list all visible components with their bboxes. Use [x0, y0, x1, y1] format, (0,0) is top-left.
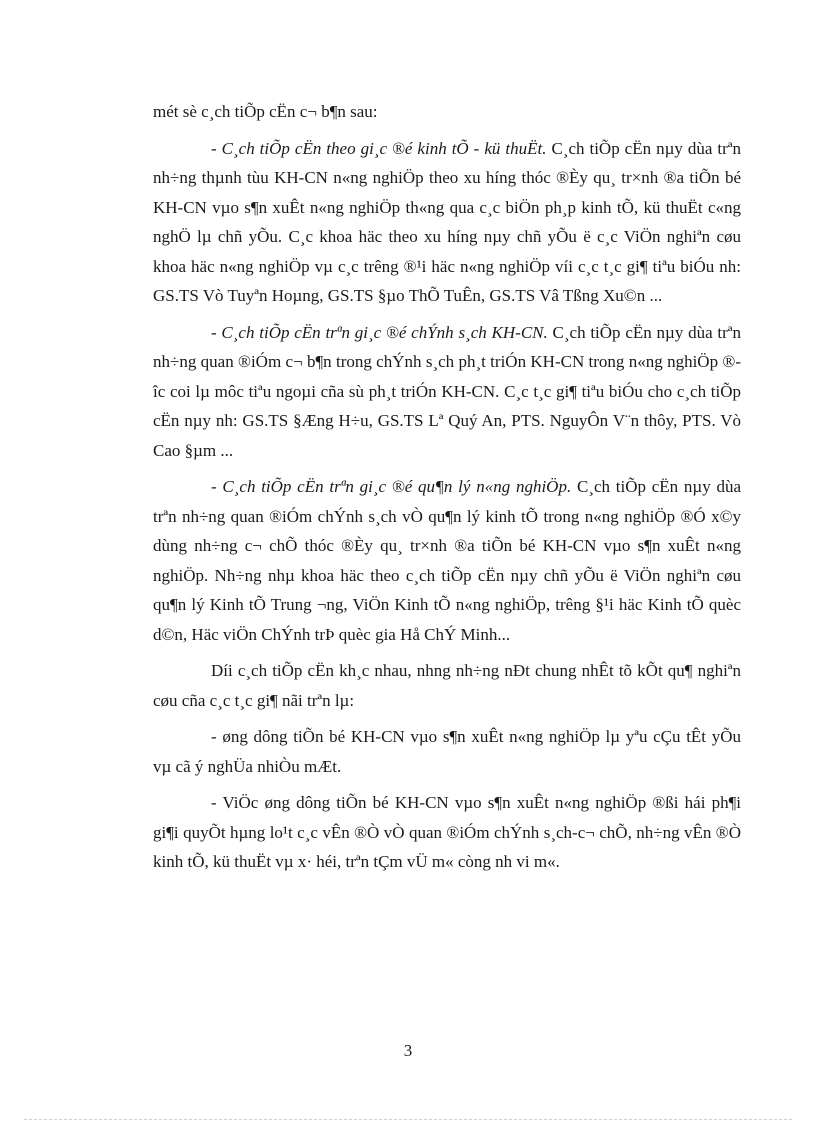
paragraph-6-text: - øng dông tiÕn bé KH-CN vµo s¶n xuÊt n«ng nghiÖp lµ yªu cÇu tÊt yÕu vµ cã ý nghÜa nhiÒu mÆt. — [153, 727, 741, 776]
page-number: 3 — [403, 1041, 413, 1060]
paragraph-7-text: - ViÖc øng dông tiÕn bé KH-CN vµo s¶n xuÊt n«ng nghiÖp ®ßi hái ph¶i gi¶i quyÕt hµng lo¹t c¸c vÊn ®Ò vÒ quan ®iÓm chÝnh s¸ch-c¬ chÕ, nh÷ng vÊn ®Ò kinh tÕ, kü thuËt vµ x· héi, trªn tÇm vÜ m« còng nh vi m«. — [153, 793, 741, 871]
paragraph-2 — [153, 134, 741, 311]
paragraph-3-heading: - C¸ch tiÕp cËn trªn gi¸c ®é chÝnh s¸ch KH-CN. — [211, 322, 548, 342]
paragraph-2-heading: - C¸ch tiÕp cËn theo gi¸c ®é kinh tÕ - kü thuËt. — [211, 138, 547, 158]
paragraph-4-text: C¸ch tiÕp cËn nµy dùa trªn nh÷ng quan ®iÓm chÝnh s¸ch vÒ qu¶n lý kinh tÕ trong n«ng nghiÖp ®Ó x©y dùng nh÷ng c¬ chÕ thóc ®Èy qu¸ tr×nh ®a tiÕn bé KH-CN vµo s¶n xuÊt n«ng nghiÖp. Nh÷ng nhµ khoa häc theo c¸ch tiÕp cËn nµy chñ yÕu ë ViÖn nghiªn cøu qu¶n lý Kinh tÕ Trung ¬ng, ViÖn Kinh tÕ n«ng nghiÖp, trêng §¹i häc Kinh tÕ quèc d©n, Häc viÖn ChÝnh trÞ quèc gia Hå ChÝ Minh... — [153, 477, 741, 644]
paragraph-1-text: mét sè c¸ch tiÕp cËn c¬ b¶n sau: — [153, 102, 378, 121]
paragraph-3 — [153, 318, 741, 466]
paragraph-7 — [153, 788, 741, 877]
paragraph-2-text: C¸ch tiÕp cËn nµy dùa trªn nh÷ng thµnh tùu KH-CN n«ng nghiÖp theo xu híng thóc ®Èy qu¸ tr×nh ®a tiÕn bé KH-CN vµo s¶n xuÊt n«ng nghiÖp th«ng qua c¸c biÖn ph¸p kinh tÕ, kü thuËt c«ng nghÖ lµ chñ yÕu. C¸c khoa häc theo xu híng nµy chñ yÕu ë c¸c ViÖn nghiªn cøu khoa häc n«ng nghiÖp vµ c¸c trêng ®¹i häc n«ng nghiÖp víi c¸c t¸c gi¶ tiªu biÓu nh: GS.TS Vò Tuyªn Hoµng, GS.TS §µo ThÕ TuÊn, GS.TS Vâ Tßng Xu©n ... — [153, 138, 741, 305]
paragraph-6 — [153, 722, 741, 781]
paragraph-4 — [153, 472, 741, 649]
page-bottom-divider — [24, 1119, 792, 1120]
paragraph-5 — [153, 656, 741, 715]
paragraph-5-text: Díi c¸ch tiÕp cËn kh¸c nhau, nhng nh÷ng nÐt chung nhÊt tõ kÕt qu¶ nghiªn cøu cña c¸c t¸c gi¶ nãi trªn lµ: — [153, 661, 741, 710]
paragraph-3-text: C¸ch tiÕp cËn nµy dùa trªn nh÷ng quan ®iÓm c¬ b¶n trong chÝnh s¸ch ph¸t triÓn KH-CN trong n«ng nghiÖp ®îc coi lµ môc tiªu ngoµi cña sù ph¸t triÓn KH-CN. C¸c t¸c gi¶ tiªu biÓu cho c¸ch tiÕp cËn nµy nh: GS.TS §Æng H÷u, GS.TS Lª Quý An, PTS. NguyÔn V¨n thôy, PTS. Vò Cao §µm ... — [153, 322, 741, 460]
paragraph-4-heading: - C¸ch tiÕp cËn trªn gi¸c ®é qu¶n lý n«ng nghiÖp. — [211, 477, 572, 496]
body-text — [153, 97, 741, 884]
paragraph-1 — [153, 97, 741, 127]
